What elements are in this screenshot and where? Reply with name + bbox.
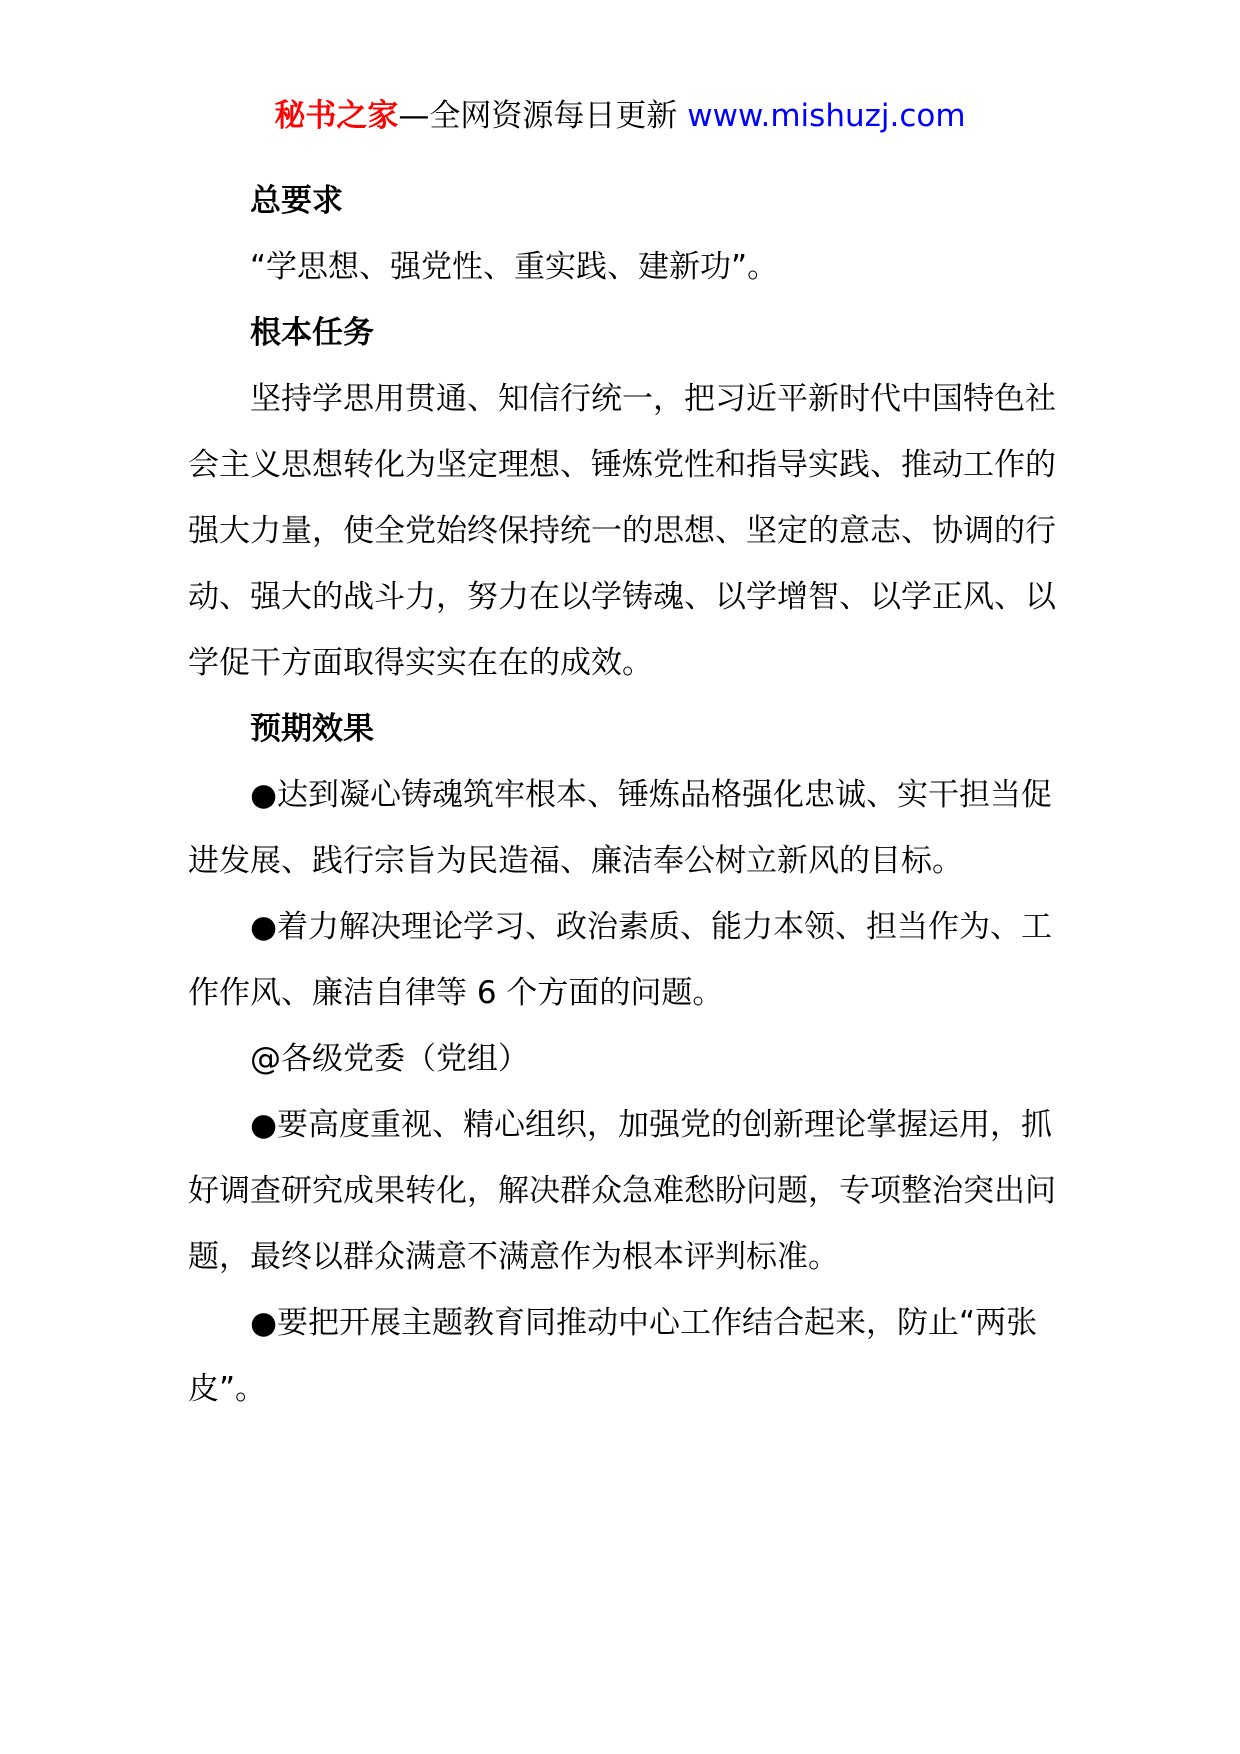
- paragraph-effect-bullet-2: ●着力解决理论学习、政治素质、能力本领、担当作为、工作作风、廉洁自律等 6 个方面的问题。: [188, 909, 1053, 1011]
- site-tagline: —全网资源每日更新: [398, 98, 678, 134]
- paragraph-fundamental-task: 坚持学思用贯通、知信行统一，把习近平新时代中国特色社会主义思想转化为坚定理想、锤炼党性和指导实践、推动工作的强大力量，使全党始终保持统一的思想、坚定的意志、协调的行动、强大的战斗力，努力在以学铸魂、以学增智、以学正风、以学促干方面取得实实在在的成效。: [188, 381, 1056, 681]
- site-brand: 秘书之家: [274, 98, 399, 134]
- heading-general-requirement: 总要求: [250, 183, 343, 219]
- document-body: [188, 168, 1060, 1422]
- site-header: [0, 94, 1240, 138]
- site-url-link[interactable]: www.mishuzj.com: [687, 98, 966, 134]
- paragraph-party-bullet-2: ●要把开展主题教育同推动中心工作结合起来，防止“两张皮”。: [188, 1305, 1038, 1407]
- paragraph-party-bullet-1: ●要高度重视、精心组织，加强党的创新理论掌握运用，抓好调查研究成果转化，解决群众急难愁盼问题，专项整治突出问题，最终以群众满意不满意作为根本评判标准。: [188, 1107, 1056, 1275]
- paragraph-effect-bullet-1: ●达到凝心铸魂筑牢根本、锤炼品格强化忠诚、实干担当促进发展、践行宗旨为民造福、廉洁奉公树立新风的目标。: [188, 777, 1053, 879]
- paragraph-general-requirement: “学思想、强党性、重实践、建新功”。: [250, 249, 779, 285]
- heading-expected-effect: 预期效果: [250, 711, 374, 747]
- paragraph-party-committees: @各级党委（党组）: [250, 1041, 529, 1077]
- heading-fundamental-task: 根本任务: [250, 315, 374, 351]
